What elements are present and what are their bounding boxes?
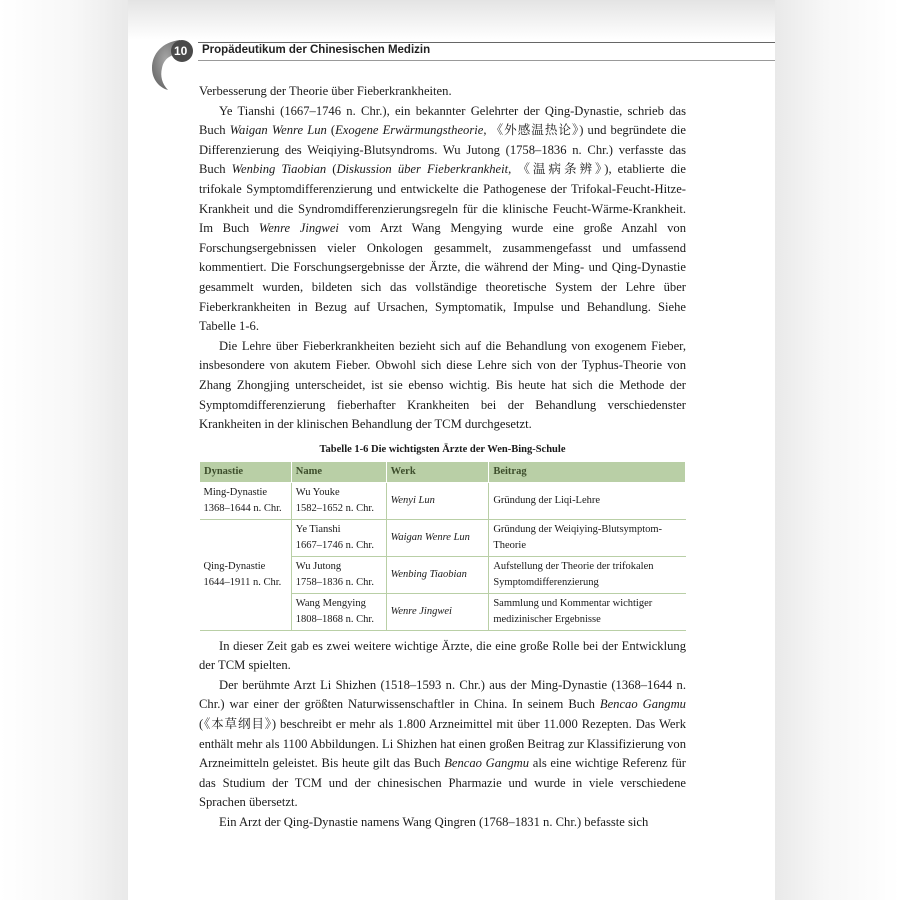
- dynasty-name: Qing-Dynastie: [203, 560, 266, 572]
- physician-years: 1667–1746 n. Chr.: [295, 539, 374, 551]
- table-row: [200, 482, 686, 519]
- physician-name: Ye Tianshi: [295, 523, 341, 535]
- paragraph: [199, 337, 686, 435]
- paragraph: [199, 637, 686, 676]
- text-run: , 《外感温热论》) und begründete die Differenzierung des Weiqiying-Blutsyndroms. Wu Jutong (1758–1836 n. Chr.) verfasste das Buch: [199, 123, 686, 177]
- table-caption: Tabelle 1-6 Die wichtigsten Ärzte der Wen-Bing-Schule: [319, 443, 566, 455]
- paper-top-shadow: [128, 0, 775, 40]
- text-run: Verbesserung der Theorie über Fieberkrankheiten.: [199, 84, 452, 98]
- paragraph: [199, 102, 686, 337]
- work-cell: Waigan Wenre Lun: [386, 519, 489, 556]
- contribution-cell: [489, 593, 686, 630]
- italic-text: Waigan Wenre Lun: [229, 123, 327, 138]
- contribution-line: Symptomdifferenzierung: [493, 576, 599, 588]
- italic-text: Wenbing Tiaobian: [231, 162, 327, 177]
- contribution-line: medizinischer Ergebnisse: [493, 613, 601, 625]
- italic-text: Bencao Gangmu: [444, 756, 530, 771]
- table-header-row: [200, 461, 686, 482]
- text-run: (: [326, 123, 336, 138]
- italic-text: Wenre Jingwei: [258, 221, 339, 236]
- text-run: In dieser Zeit gab es zwei weitere wichtige Ärzte, die eine große Rolle bei der Entwicklung der TCM spielten.: [199, 638, 686, 673]
- physician-name: Wu Youke: [295, 486, 340, 498]
- contribution-cell: [489, 519, 686, 556]
- dynasty-years: 1644–1911 n. Chr.: [203, 576, 282, 588]
- contribution-line: Aufstellung der Theorie der trifokalen: [493, 560, 654, 572]
- physicians-table: [199, 461, 686, 631]
- dynasty-cell: [200, 482, 292, 519]
- text-run: Die Lehre über Fieberkrankheiten bezieht sich auf die Behandlung von exogenem Fieber, insbesondere von akutem Fieber. Obwohl sich diese Lehre sich von der Typhus-Theorie von Zhang Zhongjing unterscheidet, ist sie ebenso wichtig. Bis heute hat sich die Methode der Symptomdifferenzierung fieberhafter Krankheiten bei der Behandlung verschiedenster Krankheiten in der klinischen Behandlung der TCM durchgesetzt.: [199, 338, 686, 432]
- dynasty-years: 1368–1644 n. Chr.: [203, 502, 282, 514]
- contribution-cell: [489, 556, 686, 593]
- contribution-line: Theorie: [493, 539, 526, 551]
- text-run: vom Arzt Wang Mengying wurde eine große Anzahl von Forschungsergebnissen vieler Onkologen gesammelt, zusammengefasst und umfassend kommentiert. Die Forschungsergebnisse der Ärzte, die während der Ming- und Qing-Dynastie gesammelt wurden, bildeten sich das vollständige theoretische System der Lehre über Fieberkrankheiten in Bezug auf Ursachen, Symptomatik, Impulse und Behandlung. Siehe Tabelle 1-6.: [199, 221, 687, 334]
- table-header-cell: Name: [291, 461, 386, 482]
- text-run: (: [326, 162, 337, 177]
- header-rule-top: [198, 42, 775, 43]
- page-header: [150, 40, 775, 72]
- name-cell: [291, 519, 386, 556]
- dynasty-name: Ming-Dynastie: [203, 486, 268, 498]
- text-run: , 《温病条辨》), etablierte die trifokale Symptomdifferenzierung und entwickelte die Pathogenese der Trifokal-Feucht-Hitze-Krankheit und die Syndromdifferenzierungsregeln für die klinische Feucht-Wärme-Krankheit. Im Buch: [199, 162, 686, 236]
- paragraph: [199, 676, 686, 813]
- table-header-cell: Beitrag: [489, 461, 686, 482]
- paragraph: [199, 82, 686, 102]
- paragraphs-before-table: [199, 82, 686, 435]
- name-cell: [291, 556, 386, 593]
- italic-text: Exogene Erwärmungstheorie: [335, 123, 484, 138]
- text-run: (《本草纲目》) beschreibt er mehr als 1.800 Arzneimittel mit über 11.000 Rezepten. Das Werk enthält mehr als 1100 Abbildungen. Li Shizhen hat einen großen Beitrag zur Klassifizierung von Arzneimitteln geleistet. Bis heute gilt das Buch: [199, 717, 686, 771]
- physician-years: 1582–1652 n. Chr.: [295, 502, 374, 514]
- contribution-cell: Gründung der Liqi-Lehre: [489, 482, 686, 519]
- physician-years: 1758–1836 n. Chr.: [295, 576, 374, 588]
- page-number: 10: [174, 44, 188, 58]
- work-cell: Wenbing Tiaobian: [386, 556, 489, 593]
- paragraph: [199, 813, 686, 833]
- name-cell: [291, 482, 386, 519]
- name-cell: [291, 593, 386, 630]
- work-cell: Wenyi Lun: [386, 482, 489, 519]
- italic-text: Diskussion über Fieberkrankheit: [336, 162, 509, 177]
- physician-name: Wu Jutong: [295, 560, 342, 572]
- header-rule-bottom: [198, 60, 775, 61]
- right-margin-shadow: [775, 0, 900, 900]
- dynasty-cell: [200, 519, 292, 630]
- text-run: Ye Tianshi (1667–1746 n. Chr.), ein bekannter Gelehrter der Qing-Dynastie, schrieb das Buch: [199, 103, 686, 138]
- text-run: Ein Arzt der Qing-Dynastie namens Wang Qingren (1768–1831 n. Chr.) befasste sich: [219, 815, 649, 830]
- text-run: Der berühmte Arzt Li Shizhen (1518–1593 n. Chr.) aus der Ming-Dynastie (1368–1644 n. Chr.) war einer der größten Naturwissenschaftler in China. In seinem Buch: [199, 677, 686, 712]
- contribution-line: Sammlung und Kommentar wichtiger: [493, 597, 653, 609]
- paragraphs-after-table: [199, 637, 686, 833]
- running-title: Propädeutikum der Chinesischen Medizin: [202, 44, 431, 56]
- table-header-cell: Dynastie: [200, 461, 292, 482]
- table-row: [200, 519, 686, 556]
- physician-years: 1808–1868 n. Chr.: [295, 613, 374, 625]
- work-cell: Wenre Jingwei: [386, 593, 489, 630]
- italic-text: Bencao Gangmu: [599, 697, 686, 712]
- body-text: [199, 82, 686, 833]
- physician-name: Wang Mengying: [295, 597, 366, 609]
- contribution-line: Gründung der Weiqiying-Blutsymptom-: [493, 523, 663, 535]
- text-run: als eine wichtige Referenz für das Studium der TCM und der chinesischen Pharmazie und wurde in viele verschiedene Sprachen übersetzt.: [199, 756, 686, 810]
- table-header-cell: Werk: [386, 461, 489, 482]
- left-margin-shadow: [0, 0, 128, 900]
